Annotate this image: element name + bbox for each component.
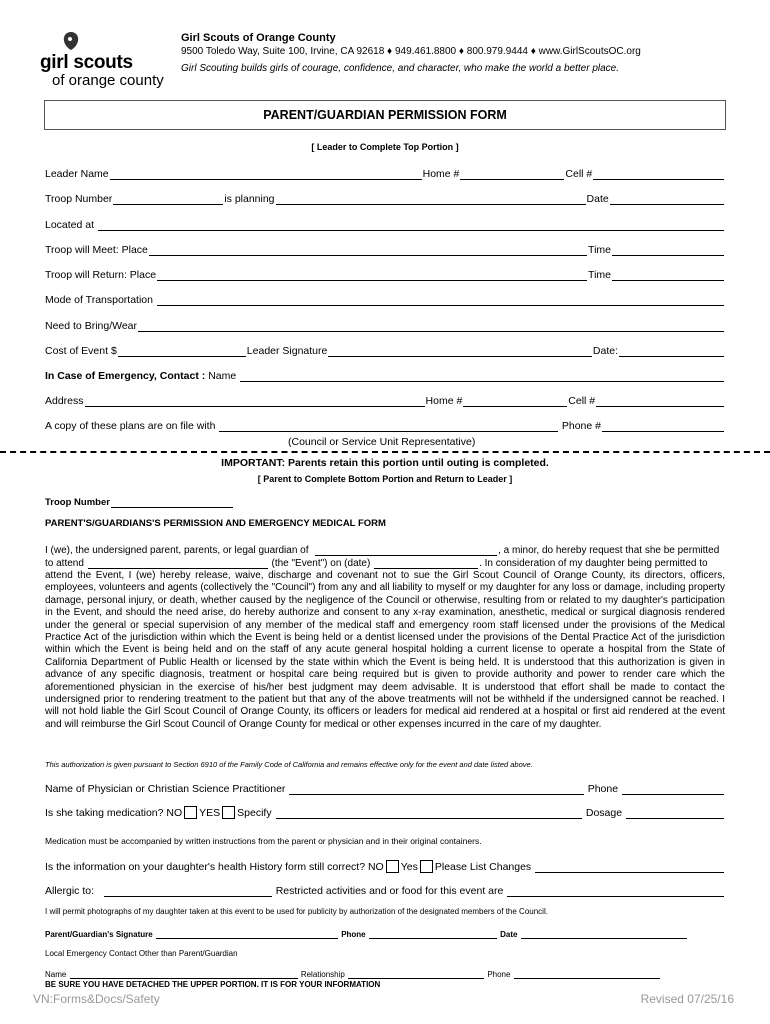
release-paragraph: attend the Event, I (we) hereby release, waive, discharge and covenant not to sue the Girl Scout Council of Orange County, its directors, officers, employees, volunteers and agents (collectively the "Council") from any and all liability to myself or my daughter for any loss or damage, including property damage, personal injury, or death, whether caused by the negligence of the Council or otherwise, resulting from or related to my daughter's participation in the Event, and should the need arise, do hereby authorize and consent to any x-ray examination, anesthetic, medical or surgical diagnosis rendered under the general or special supervision of any member of the medical staff and emergency room staff licensed under the provisions of the Medical Practice Act of the jurisdiction within which the Event is being held or a dentist licensed under the provisions of the Dental Practice Act of the jurisdiction within which the Event is being held and on the staff of any acute general hospital holding a current license to operate a hospital from the State of California Department of Public Health or licensed by the state within which the Event is being held. It is understood that this authorization is given in advance of any specific diagnosis, treatment or hospital care being required but is given to provide authority and power to render care which the aforementioned physician in the exercise of his/her best judgment may deem advisable. It is understood that effort shall be made to contact the undersigned prior to rendering treatment to the patient but that any of the above treatments will not be withheld if the undersigned cannot be reached. I will not hold liable the Girl Scout Council of Orange County, its officers or leaders for medical aid rendered at a hospital or first aid rendered at the event and will reimburse the Girl Scout Council of Orange County for medical or other expenses incurred in the care of my daughter. xyxy=(45,570,725,730)
physician-phone-field[interactable] xyxy=(622,784,724,795)
cell2-field[interactable] xyxy=(596,396,724,407)
troop-row: Troop Number is planning Date xyxy=(45,191,725,205)
rep-phone-field[interactable] xyxy=(602,421,724,432)
council-rep-field[interactable] xyxy=(219,421,558,432)
bottom-troop-row: Troop Number xyxy=(45,494,725,508)
allergy-row: Allergic to: Restricted activities and or food for this event are xyxy=(45,883,725,897)
relationship-field[interactable] xyxy=(348,970,484,979)
emergency-row: In Case of Emergency, Contact : Name xyxy=(45,368,725,382)
photo-permission: I will permit photographs of my daughter taken at this event to be used for publicity by authorization of the designated members of the Council. xyxy=(45,907,548,916)
emergency-name-field[interactable] xyxy=(240,371,724,382)
signature-row: Parent/Guardian's Signature Phone Date xyxy=(45,927,725,939)
meet-place-field[interactable] xyxy=(149,245,587,256)
changes-field[interactable] xyxy=(535,862,724,873)
signature-date-field[interactable] xyxy=(619,346,724,357)
logo-subtext: of orange county xyxy=(52,72,164,89)
transport-row: Mode of Transportation xyxy=(45,292,725,306)
return-time-field[interactable] xyxy=(612,270,724,281)
authorization-note: This authorization is given pursuant to Section 6910 of the Family Code of California and remains effective only for the event and date listed above. xyxy=(45,760,533,769)
detached-note: BE SURE YOU HAVE DETACHED THE UPPER PORTION. IT IS FOR YOUR INFORMATION xyxy=(45,980,381,989)
attend-row: to attend (the "Event") on (date) . In consideration of my daughter being permitted to xyxy=(45,558,708,569)
local-contact-label: Local Emergency Contact Other than Parent/Guardian xyxy=(45,949,238,958)
troop-number-field[interactable] xyxy=(113,194,223,205)
logo-text: girl scouts xyxy=(40,52,133,73)
medication-note: Medication must be accompanied by written instructions from the parent or physician and in their original containers. xyxy=(45,836,482,846)
located-row: Located at xyxy=(45,217,725,231)
restricted-field[interactable] xyxy=(507,886,724,897)
dosage-field[interactable] xyxy=(626,808,724,819)
address-row: Address Home # Cell # xyxy=(45,393,725,407)
transport-field[interactable] xyxy=(157,295,724,306)
meet-row: Troop will Meet: Place Time xyxy=(45,242,725,256)
meet-time-field[interactable] xyxy=(612,245,724,256)
bottom-troop-field[interactable] xyxy=(111,497,233,508)
leader-name-field[interactable] xyxy=(110,169,422,180)
contact-name-field[interactable] xyxy=(70,970,298,979)
located-field[interactable] xyxy=(98,220,724,231)
section-title: PARENT'S/GUARDIANS'S PERMISSION AND EMERGENCY MEDICAL FORM xyxy=(45,518,386,529)
important-note: IMPORTANT: Parents retain this portion until outing is completed. xyxy=(221,457,549,469)
contact-phone-field[interactable] xyxy=(514,970,660,979)
cost-row: Cost of Event $ Leader Signature Date: xyxy=(45,343,725,357)
specify-field[interactable] xyxy=(276,808,582,819)
footer-left: VN:Forms&Docs/Safety xyxy=(33,992,160,1006)
form-title: PARENT/GUARDIAN PERMISSION FORM xyxy=(44,100,726,130)
leader-signature-field[interactable] xyxy=(328,346,592,357)
allergy-field[interactable] xyxy=(104,886,272,897)
physician-row: Name of Physician or Christian Science Practitioner Phone xyxy=(45,781,725,795)
date-field[interactable] xyxy=(610,194,724,205)
home2-field[interactable] xyxy=(463,396,567,407)
medication-yes-checkbox[interactable] xyxy=(222,806,235,819)
bring-field[interactable] xyxy=(138,321,724,332)
leader-row: Leader Name Home # Cell # xyxy=(45,166,725,180)
physician-field[interactable] xyxy=(289,784,583,795)
org-name: Girl Scouts of Orange County xyxy=(181,32,336,44)
bring-row: Need to Bring/Wear xyxy=(45,318,725,332)
contact-row: Name Relationship Phone xyxy=(45,967,725,979)
org-tagline: Girl Scouting builds girls of courage, confidence, and character, who make the world a better place. xyxy=(181,63,620,74)
history-no-checkbox[interactable] xyxy=(386,860,399,873)
parent-signature-field[interactable] xyxy=(156,930,338,939)
return-row: Troop will Return: Place Time xyxy=(45,267,725,281)
leader-note: [ Leader to Complete Top Portion ] xyxy=(311,142,459,152)
footer-right: Revised 07/25/16 xyxy=(640,992,734,1006)
guardian-row: I (we), the undersigned parent, parents, or legal guardian of , a minor, do hereby request that she be permitted xyxy=(45,545,720,556)
trefoil-icon xyxy=(60,30,82,52)
history-row: Is the information on your daughter's health History form still correct? NO Yes Please List Changes xyxy=(45,859,725,873)
copy-row: A copy of these plans are on file with Phone # xyxy=(45,418,725,432)
address-field[interactable] xyxy=(85,396,425,407)
home-field[interactable] xyxy=(460,169,564,180)
medication-row: Is she taking medication? NO YES Specify Dosage xyxy=(45,805,725,819)
planning-field[interactable] xyxy=(276,194,586,205)
org-address: 9500 Toledo Way, Suite 100, Irvine, CA 92618 ♦ 949.461.8800 ♦ 800.979.9444 ♦ www.GirlScoutsOC.org xyxy=(181,46,641,57)
medication-no-checkbox[interactable] xyxy=(184,806,197,819)
parent-note: [ Parent to Complete Bottom Portion and Return to Leader ] xyxy=(257,474,513,484)
parent-date-field[interactable] xyxy=(521,930,687,939)
return-place-field[interactable] xyxy=(157,270,587,281)
history-yes-checkbox[interactable] xyxy=(420,860,433,873)
event-date-field[interactable] xyxy=(374,558,478,569)
rep-caption: (Council or Service Unit Representative) xyxy=(288,436,476,448)
parent-phone-field[interactable] xyxy=(369,930,497,939)
cell-field[interactable] xyxy=(593,169,724,180)
cost-field[interactable] xyxy=(118,346,246,357)
cut-line xyxy=(0,451,770,453)
event-field[interactable] xyxy=(88,558,268,569)
